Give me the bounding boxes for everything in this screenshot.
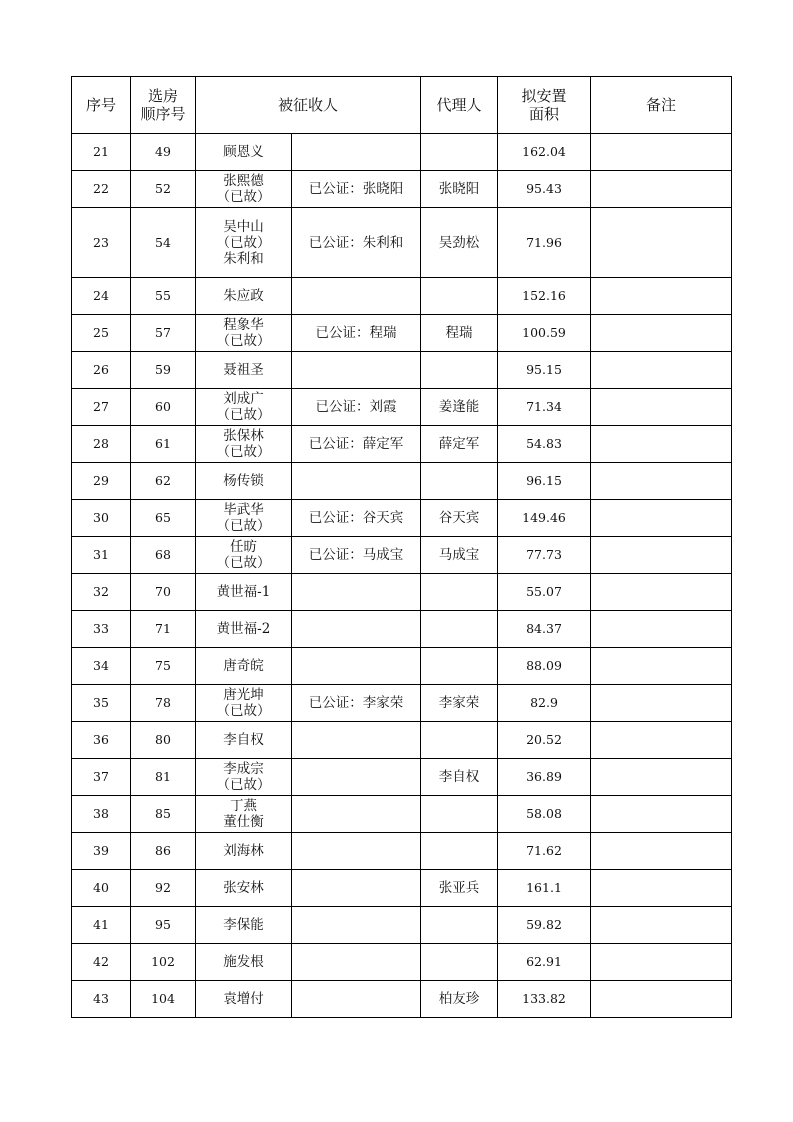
- cell-notarization-note: [292, 944, 421, 981]
- header-expropriated-person: 被征收人: [196, 77, 421, 134]
- cell-agent: 李家荣: [421, 685, 498, 722]
- cell-remark: [591, 315, 732, 352]
- table-row: [72, 500, 732, 537]
- cell-planned-area: 71.62: [498, 833, 591, 870]
- table-row: [72, 537, 732, 574]
- cell-notarization-note: [292, 981, 421, 1018]
- cell-notarization-note: [292, 352, 421, 389]
- owner-name-line: （已故）: [216, 555, 271, 571]
- cell-seq: 25: [72, 315, 131, 352]
- cell-expropriated-person: [196, 352, 292, 389]
- owner-name-line: （已故）: [216, 444, 271, 460]
- cell-seq: 43: [72, 981, 131, 1018]
- cell-agent: 姜逢能: [421, 389, 498, 426]
- cell-notarization-note: [292, 907, 421, 944]
- cell-notarization-note: 已公证：薛定军: [292, 426, 421, 463]
- cell-expropriated-person: [196, 685, 292, 722]
- cell-notarization-note: [292, 278, 421, 315]
- table-header-row: [72, 77, 732, 134]
- cell-notarization-note: 已公证：程瑞: [292, 315, 421, 352]
- owner-name-line: 张熙德: [223, 173, 264, 189]
- table-row: [72, 278, 732, 315]
- cell-planned-area: 54.83: [498, 426, 591, 463]
- cell-planned-area: 95.15: [498, 352, 591, 389]
- cell-agent: 程瑞: [421, 315, 498, 352]
- cell-notarization-note: [292, 833, 421, 870]
- cell-seq: 24: [72, 278, 131, 315]
- cell-seq: 27: [72, 389, 131, 426]
- cell-selection-order: 52: [131, 171, 196, 208]
- cell-planned-area: 161.1: [498, 870, 591, 907]
- cell-remark: [591, 278, 732, 315]
- cell-notarization-note: [292, 722, 421, 759]
- cell-expropriated-person: [196, 944, 292, 981]
- owner-name-line: 黄世福-2: [216, 621, 271, 637]
- cell-agent: [421, 611, 498, 648]
- cell-expropriated-person: [196, 648, 292, 685]
- cell-remark: [591, 500, 732, 537]
- table-row: [72, 870, 732, 907]
- cell-seq: 26: [72, 352, 131, 389]
- table-row: [72, 463, 732, 500]
- cell-agent: 柏友珍: [421, 981, 498, 1018]
- cell-selection-order: 71: [131, 611, 196, 648]
- cell-selection-order: 86: [131, 833, 196, 870]
- cell-planned-area: 77.73: [498, 537, 591, 574]
- cell-notarization-note: [292, 463, 421, 500]
- cell-notarization-note: [292, 134, 421, 171]
- cell-agent: [421, 833, 498, 870]
- cell-expropriated-person: [196, 537, 292, 574]
- cell-remark: [591, 611, 732, 648]
- cell-expropriated-person: [196, 426, 292, 463]
- owner-name-line: 毕武华: [223, 502, 264, 518]
- cell-seq: 38: [72, 796, 131, 833]
- cell-selection-order: 65: [131, 500, 196, 537]
- owner-name-line: 顾恩义: [223, 144, 264, 160]
- cell-planned-area: 82.9: [498, 685, 591, 722]
- cell-notarization-note: 已公证：谷天宾: [292, 500, 421, 537]
- cell-planned-area: 20.52: [498, 722, 591, 759]
- cell-planned-area: 62.91: [498, 944, 591, 981]
- cell-notarization-note: [292, 796, 421, 833]
- cell-expropriated-person: [196, 611, 292, 648]
- owner-name-line: 袁增付: [223, 991, 264, 1007]
- owner-name-line: 唐奇皖: [223, 658, 264, 674]
- cell-selection-order: 54: [131, 208, 196, 278]
- table-row: [72, 981, 732, 1018]
- owner-name-line: （已故）: [216, 234, 271, 251]
- cell-agent: [421, 648, 498, 685]
- cell-remark: [591, 833, 732, 870]
- cell-selection-order: 75: [131, 648, 196, 685]
- cell-expropriated-person: [196, 796, 292, 833]
- cell-expropriated-person: [196, 870, 292, 907]
- cell-agent: [421, 944, 498, 981]
- cell-agent: 吴劲松: [421, 208, 498, 278]
- owner-name-line: 张安林: [223, 880, 264, 896]
- table-row: [72, 574, 732, 611]
- cell-seq: 28: [72, 426, 131, 463]
- owner-name-line: 程象华: [223, 317, 264, 333]
- owner-name-line: （已故）: [216, 703, 271, 719]
- cell-seq: 35: [72, 685, 131, 722]
- owner-name-line: 杨传锁: [223, 473, 264, 489]
- cell-agent: [421, 796, 498, 833]
- table-row: [72, 648, 732, 685]
- cell-planned-area: 71.96: [498, 208, 591, 278]
- cell-remark: [591, 648, 732, 685]
- owner-name-line: 李保能: [223, 917, 264, 933]
- cell-remark: [591, 574, 732, 611]
- cell-agent: 张晓阳: [421, 171, 498, 208]
- table-row: [72, 722, 732, 759]
- cell-notarization-note: 已公证：李家荣: [292, 685, 421, 722]
- cell-selection-order: 80: [131, 722, 196, 759]
- cell-agent: 李自权: [421, 759, 498, 796]
- cell-planned-area: 71.34: [498, 389, 591, 426]
- header-selection-order: 选房 顺序号: [131, 77, 196, 134]
- cell-expropriated-person: [196, 315, 292, 352]
- table-body: [72, 134, 732, 1018]
- cell-agent: [421, 352, 498, 389]
- cell-selection-order: 57: [131, 315, 196, 352]
- cell-seq: 23: [72, 208, 131, 278]
- cell-remark: [591, 796, 732, 833]
- owner-name-line: 李自权: [223, 732, 264, 748]
- cell-selection-order: 59: [131, 352, 196, 389]
- cell-expropriated-person: [196, 759, 292, 796]
- cell-remark: [591, 463, 732, 500]
- cell-agent: [421, 574, 498, 611]
- cell-planned-area: 55.07: [498, 574, 591, 611]
- cell-selection-order: 55: [131, 278, 196, 315]
- cell-notarization-note: 已公证：马成宝: [292, 537, 421, 574]
- cell-agent: 谷天宾: [421, 500, 498, 537]
- cell-seq: 33: [72, 611, 131, 648]
- cell-planned-area: 133.82: [498, 981, 591, 1018]
- owner-name-line: （已故）: [216, 777, 271, 793]
- cell-notarization-note: [292, 648, 421, 685]
- cell-remark: [591, 171, 732, 208]
- table-row: [72, 759, 732, 796]
- owner-name-line: 聂祖圣: [223, 362, 264, 378]
- table-row: [72, 171, 732, 208]
- cell-agent: 张亚兵: [421, 870, 498, 907]
- cell-notarization-note: [292, 759, 421, 796]
- cell-expropriated-person: [196, 171, 292, 208]
- cell-remark: [591, 426, 732, 463]
- cell-selection-order: 68: [131, 537, 196, 574]
- owner-name-line: 刘海林: [223, 843, 264, 859]
- cell-expropriated-person: [196, 463, 292, 500]
- cell-planned-area: 152.16: [498, 278, 591, 315]
- cell-notarization-note: [292, 611, 421, 648]
- cell-expropriated-person: [196, 722, 292, 759]
- cell-selection-order: 60: [131, 389, 196, 426]
- owner-name-line: 张保林: [223, 428, 264, 444]
- cell-selection-order: 102: [131, 944, 196, 981]
- owner-name-line: 刘成广: [223, 391, 264, 407]
- cell-remark: [591, 759, 732, 796]
- cell-selection-order: 104: [131, 981, 196, 1018]
- cell-remark: [591, 907, 732, 944]
- table-row: [72, 833, 732, 870]
- table-row: [72, 907, 732, 944]
- cell-expropriated-person: [196, 981, 292, 1018]
- cell-agent: 薛定军: [421, 426, 498, 463]
- cell-agent: [421, 278, 498, 315]
- cell-expropriated-person: [196, 134, 292, 171]
- cell-selection-order: 62: [131, 463, 196, 500]
- header-planned-area: 拟安置 面积: [498, 77, 591, 134]
- owner-name-line: （已故）: [216, 189, 271, 205]
- cell-notarization-note: 已公证：朱利和: [292, 208, 421, 278]
- cell-remark: [591, 870, 732, 907]
- cell-notarization-note: [292, 870, 421, 907]
- cell-expropriated-person: [196, 208, 292, 278]
- header-remark: 备注: [591, 77, 732, 134]
- cell-planned-area: 100.59: [498, 315, 591, 352]
- table-row: [72, 426, 732, 463]
- owner-name-line: 黄世福-1: [216, 584, 271, 600]
- owner-name-line: 任昉: [230, 539, 257, 555]
- cell-seq: 41: [72, 907, 131, 944]
- cell-notarization-note: 已公证：张晓阳: [292, 171, 421, 208]
- cell-expropriated-person: [196, 574, 292, 611]
- cell-seq: 30: [72, 500, 131, 537]
- cell-agent: [421, 463, 498, 500]
- cell-selection-order: 95: [131, 907, 196, 944]
- cell-remark: [591, 208, 732, 278]
- cell-seq: 32: [72, 574, 131, 611]
- owner-name-line: （已故）: [216, 518, 271, 534]
- cell-selection-order: 92: [131, 870, 196, 907]
- cell-planned-area: 149.46: [498, 500, 591, 537]
- table-row: [72, 685, 732, 722]
- cell-remark: [591, 944, 732, 981]
- cell-selection-order: 61: [131, 426, 196, 463]
- cell-planned-area: 162.04: [498, 134, 591, 171]
- cell-planned-area: 96.15: [498, 463, 591, 500]
- cell-planned-area: 84.37: [498, 611, 591, 648]
- cell-planned-area: 95.43: [498, 171, 591, 208]
- cell-agent: 马成宝: [421, 537, 498, 574]
- cell-selection-order: 78: [131, 685, 196, 722]
- resettlement-table: [71, 76, 732, 1018]
- cell-remark: [591, 537, 732, 574]
- cell-remark: [591, 134, 732, 171]
- cell-planned-area: 36.89: [498, 759, 591, 796]
- cell-agent: [421, 907, 498, 944]
- cell-notarization-note: 已公证：刘霞: [292, 389, 421, 426]
- owner-name-line: 李成宗: [223, 761, 264, 777]
- cell-expropriated-person: [196, 278, 292, 315]
- owner-name-line: 朱利和: [223, 250, 264, 267]
- cell-expropriated-person: [196, 500, 292, 537]
- cell-notarization-note: [292, 574, 421, 611]
- table-row: [72, 389, 732, 426]
- header-seq: 序号: [72, 77, 131, 134]
- cell-expropriated-person: [196, 907, 292, 944]
- owner-name-line: 朱应政: [223, 288, 264, 304]
- cell-seq: 36: [72, 722, 131, 759]
- cell-seq: 39: [72, 833, 131, 870]
- cell-remark: [591, 722, 732, 759]
- table-row: [72, 134, 732, 171]
- cell-agent: [421, 134, 498, 171]
- cell-planned-area: 88.09: [498, 648, 591, 685]
- table-row: [72, 352, 732, 389]
- cell-agent: [421, 722, 498, 759]
- cell-selection-order: 85: [131, 796, 196, 833]
- owner-name-line: 唐光坤: [223, 687, 264, 703]
- cell-remark: [591, 352, 732, 389]
- table-row: [72, 796, 732, 833]
- cell-seq: 37: [72, 759, 131, 796]
- owner-name-line: 董仕衡: [223, 814, 264, 830]
- cell-seq: 22: [72, 171, 131, 208]
- owner-name-line: 施发根: [223, 954, 264, 970]
- cell-remark: [591, 685, 732, 722]
- header-agent: 代理人: [421, 77, 498, 134]
- cell-remark: [591, 389, 732, 426]
- cell-planned-area: 58.08: [498, 796, 591, 833]
- cell-seq: 21: [72, 134, 131, 171]
- cell-seq: 40: [72, 870, 131, 907]
- cell-seq: 29: [72, 463, 131, 500]
- owner-name-line: （已故）: [216, 333, 271, 349]
- owner-name-line: 丁燕: [230, 798, 257, 814]
- cell-expropriated-person: [196, 833, 292, 870]
- cell-seq: 42: [72, 944, 131, 981]
- cell-selection-order: 70: [131, 574, 196, 611]
- cell-planned-area: 59.82: [498, 907, 591, 944]
- cell-remark: [591, 981, 732, 1018]
- cell-expropriated-person: [196, 389, 292, 426]
- cell-selection-order: 49: [131, 134, 196, 171]
- table-row: [72, 611, 732, 648]
- owner-name-line: （已故）: [216, 407, 271, 423]
- table-row: [72, 944, 732, 981]
- cell-seq: 34: [72, 648, 131, 685]
- owner-name-line: 吴中山: [223, 218, 264, 235]
- cell-seq: 31: [72, 537, 131, 574]
- cell-selection-order: 81: [131, 759, 196, 796]
- table-row: [72, 315, 732, 352]
- table-row: [72, 208, 732, 278]
- resettlement-table-page: [71, 76, 731, 1018]
